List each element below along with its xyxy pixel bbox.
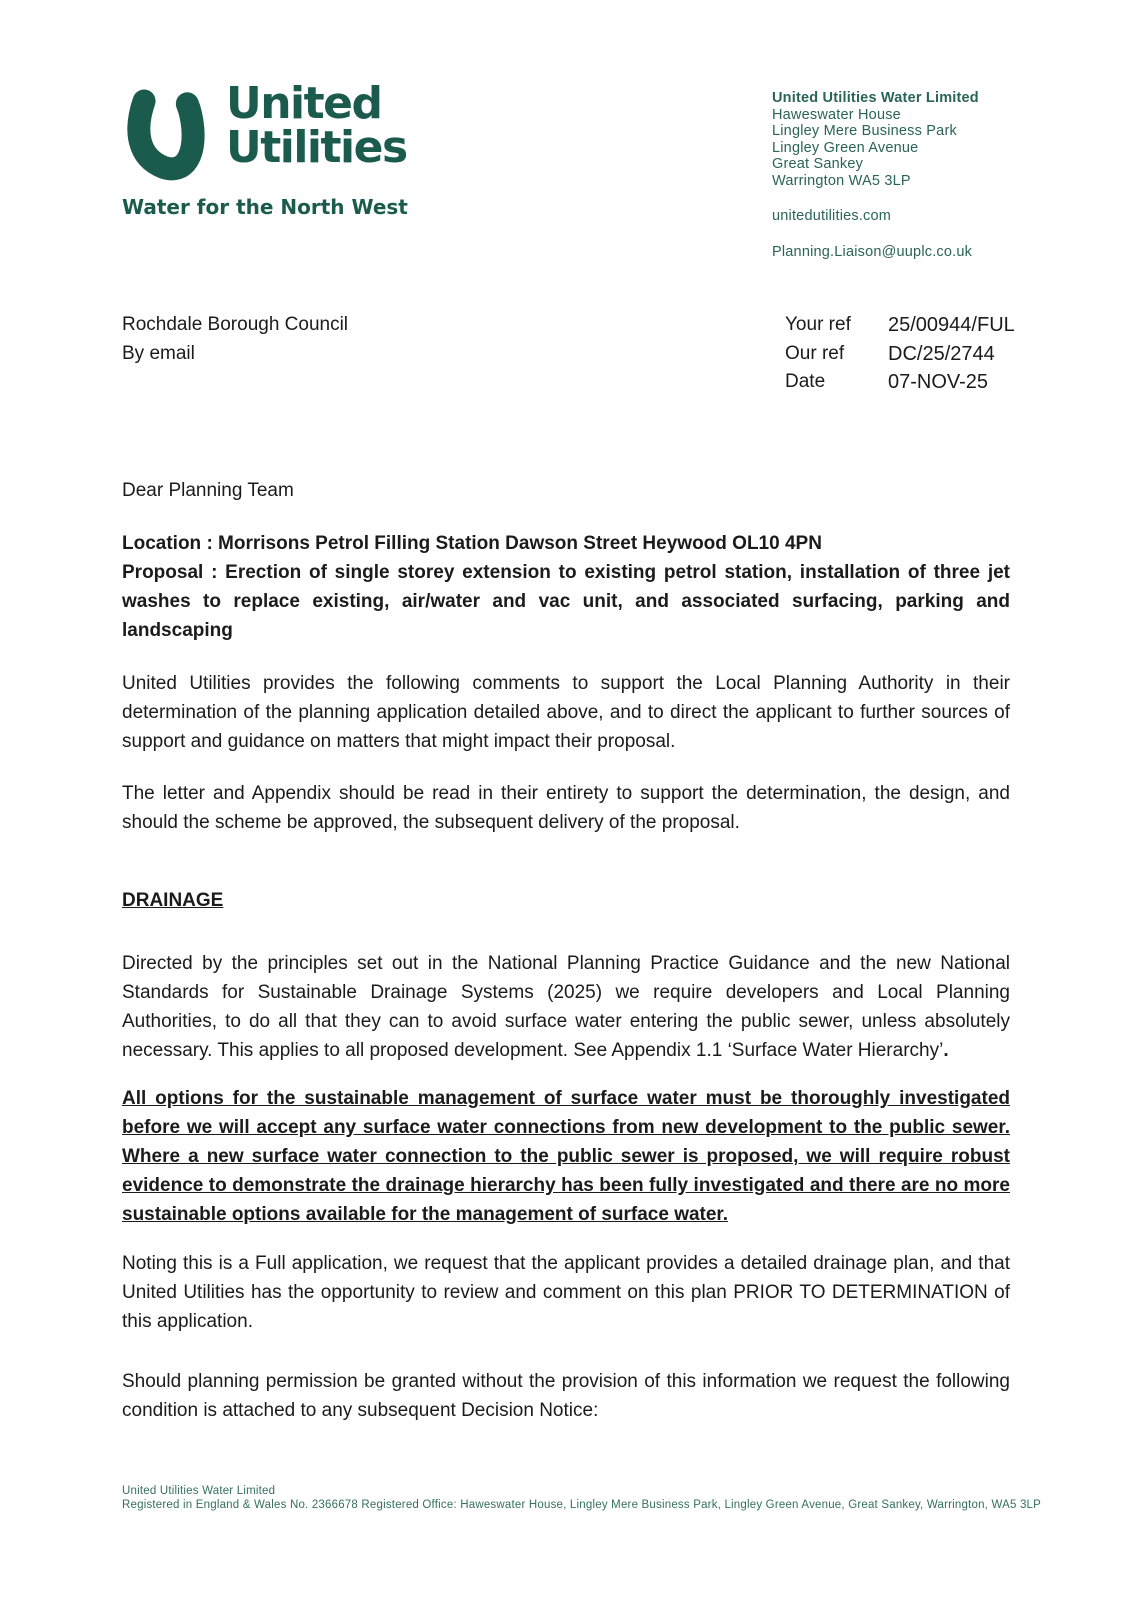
sender-address-line: Haweswater House: [772, 106, 901, 123]
recipient-block: [122, 311, 348, 368]
sender-address-line: Lingley Mere Business Park: [772, 123, 957, 139]
letter-body: [122, 476, 1010, 1425]
paragraph-principles-text: Directed by the principles set out in the National Planning Practice Guidance and the new National Standards for Sustainable Drainage Systems (2025) we require developers and Local Planning Authorities, to do all that they can to avoid surface water entering the public sewer, unless absolutely necessary. This applies to all proposed development. See Appendix 1.1 ‘Surface Water Hierarchy’: [122, 953, 1010, 1061]
sender-address-line: Lingley Green Avenue: [772, 139, 919, 156]
date-value: 07-NOV-25: [888, 371, 989, 393]
salutation: Dear Planning Team: [122, 480, 294, 501]
logo-word-utilities: Utilities: [226, 122, 407, 173]
paragraph-entirety: The letter and Appendix should be read in their entirety to support the determination, the design, and should the scheme be approved, the subsequent delivery of the proposal.: [122, 783, 1010, 833]
paragraph-noting-full-application: Noting this is a Full application, we request that the applicant provides a detailed drainage plan, and that United Utilities has the opportunity to review and comment on this plan PRIOR TO DETERMINATION of this application.: [122, 1253, 1010, 1332]
sender-address-line: Warrington WA5 3LP: [772, 172, 911, 189]
drainage-section-heading: DRAINAGE: [122, 890, 224, 911]
paragraph-condition-request: Should planning permission be granted without the provision of this information we request the following condition is attached to any subsequent Decision Notice:: [122, 1371, 1010, 1421]
recipient-delivery-method: By email: [122, 342, 195, 364]
location-line: Location : Morrisons Petrol Filling Station Dawson Street Heywood OL10 4PN: [122, 533, 822, 554]
your-ref-value: 25/00944/FUL: [888, 314, 1015, 336]
logo-word-united: United: [226, 78, 382, 129]
paragraph-principles-period: .: [943, 1040, 949, 1061]
sender-website: unitedutilities.com: [772, 208, 892, 224]
paragraph-comments: United Utilities provides the following comments to support the Local Planning Authority in their determination of the planning application detailed above, and to direct the applicant to further sources of support and guidance on matters that might impact their proposal.: [122, 673, 1010, 752]
your-ref-label: Your ref: [785, 314, 851, 335]
sender-address-line: Great Sankey: [772, 156, 864, 172]
registered-office-footer: [122, 1484, 1041, 1512]
date-row: [785, 368, 1015, 397]
date-label: Date: [785, 371, 826, 392]
your-ref-row: [785, 311, 1015, 340]
logo-wordmark: [226, 78, 407, 173]
location-proposal-block: [122, 529, 1010, 645]
letterhead-logo-block: [122, 78, 408, 219]
paragraph-principles: [122, 949, 1010, 1065]
our-ref-row: [785, 340, 1015, 369]
united-utilities-u-mark-icon: [122, 86, 214, 186]
footer-registration-line: Registered in England & Wales No. 2366678 Registered Office: Haweswater House, Lingley Mere Business Park, Lingley Green Avenue, Great Sankey, Warrington, WA5 3LP: [122, 1499, 1042, 1511]
proposal-line: Proposal : Erection of single storey extension to existing petrol station, installation of three jet washes to replace existing, air/water and vac unit, and associated surfacing, parking and landscaping: [122, 562, 1010, 641]
paragraph-all-options: All options for the sustainable management of surface water must be thoroughly investigated before we will accept any surface water connections from new development to the public sewer. Where a new surface water connection to the public sewer is proposed, we will require robust evidence to demonstrate the drainage hierarchy has been fully investigated and there are no more sustainable options available for the management of surface water.: [122, 1088, 1010, 1225]
sender-company: United Utilities Water Limited: [772, 90, 979, 106]
sender-email: Planning.Liaison@uuplc.co.uk: [772, 243, 973, 260]
logo-tagline: Water for the North West: [122, 195, 408, 219]
recipient-name: Rochdale Borough Council: [122, 314, 349, 335]
our-ref-label: Our ref: [785, 342, 845, 364]
sender-address-block: [772, 90, 979, 260]
reference-block: [785, 311, 1015, 397]
our-ref-value: DC/25/2744: [888, 342, 995, 365]
footer-company-line: United Utilities Water Limited: [122, 1485, 276, 1497]
